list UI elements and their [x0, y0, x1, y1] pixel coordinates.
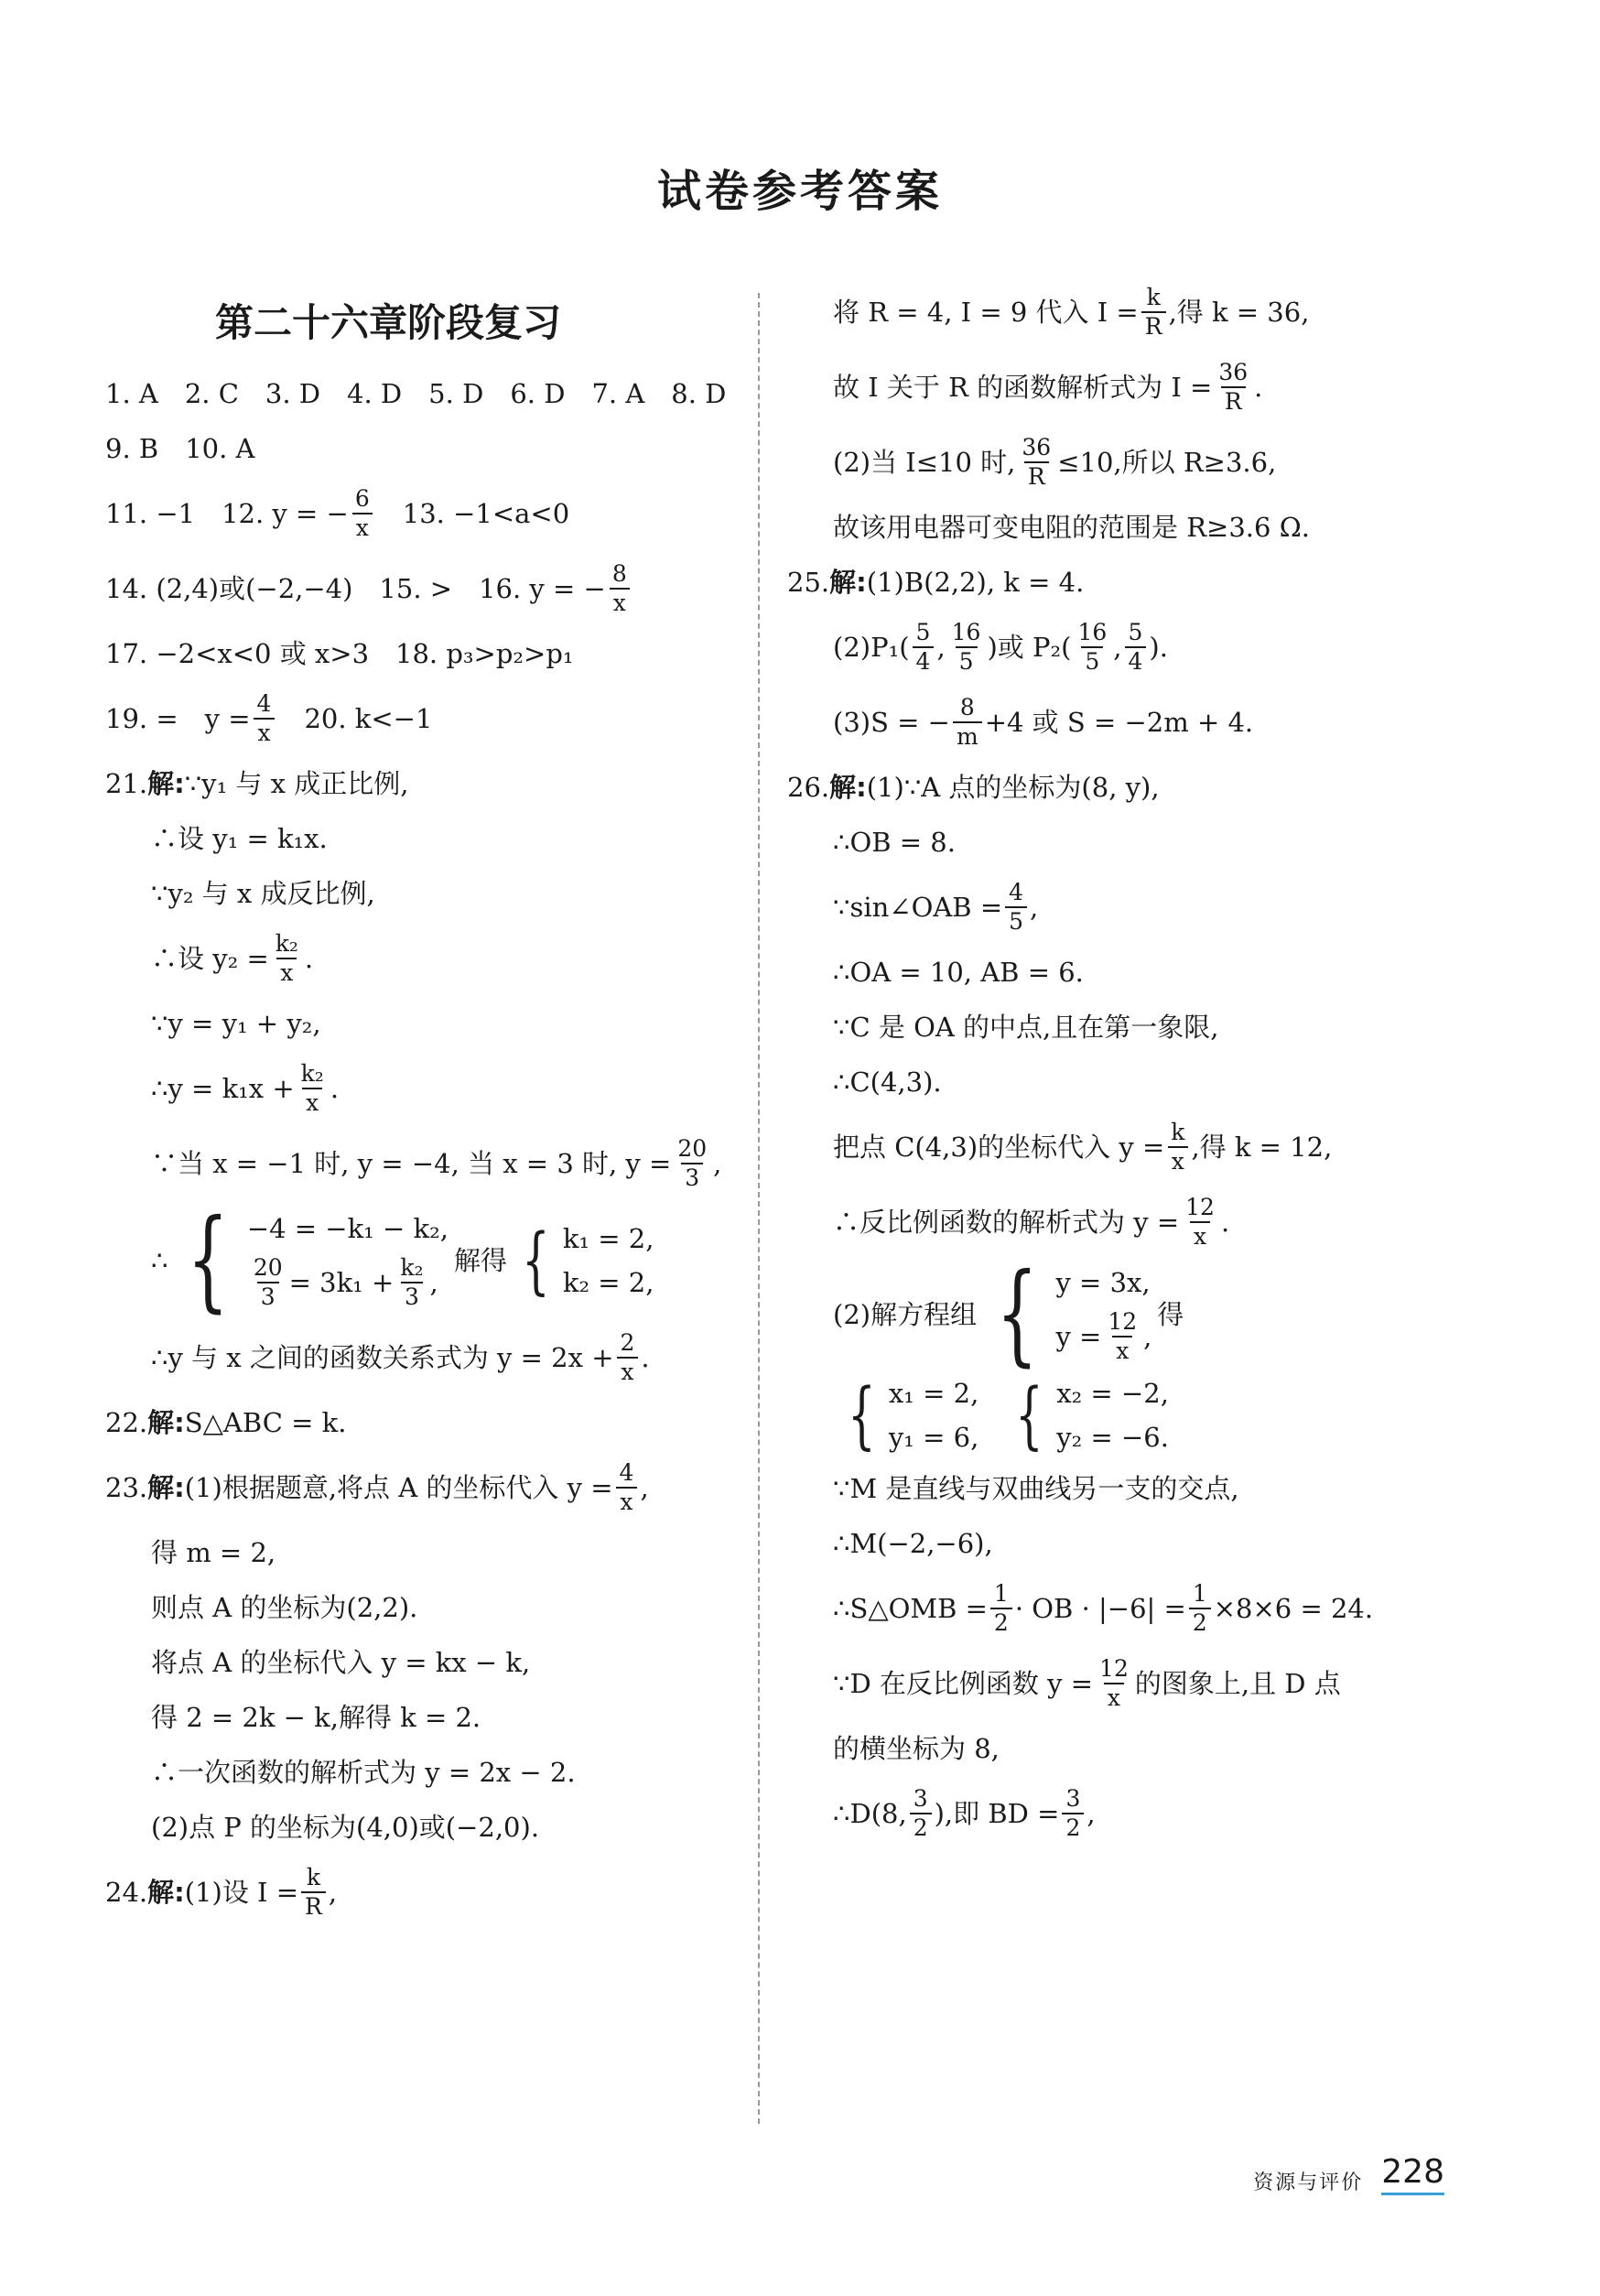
answer-line: (2)解方程组 { y = 3x, y = $\frac{12}{x}$ , 得 [833, 1251, 1184, 1378]
right-column [787, 275, 1483, 1851]
equation-system: { −4 = −k₁ − k₂, $\frac{20}{3}$ = 3k₁ + $\frac{\text{k₂}}{3}$ , [187, 1197, 449, 1324]
answer-line: 1. A 2. C 3. D 4. D 5. D 6. D 7. A 8. D [105, 378, 727, 409]
answer-line: 将点 A 的坐标代入 y = kx − k, [151, 1647, 531, 1678]
answer-line: 得 2 = 2k − k,解得 k = 2. [151, 1702, 481, 1733]
answer-line: 故 I 关于 R 的函数解析式为 I = $\frac{36}{R}$ . [833, 359, 1263, 415]
answer-line: 9. B 10. A [105, 433, 255, 464]
answer-line: ∴y = k₁x + $\frac{\text{k₂}}{x}$ . [151, 1060, 340, 1116]
answer-line: (2)P₁( $\frac{5}{4}$ , $\frac{16}{5}$ )或 P₂( $\frac{16}{5}$ , $\frac{5}{4}$ ). [833, 619, 1168, 675]
page-footer [1253, 2153, 1444, 2195]
answer-line: ∴S△OMB = $\frac{1}{2}$ · OB · |−6| = $\frac{1}{2}$ ×8×6 = 24. [833, 1580, 1374, 1636]
page-title: 试卷参考答案 [656, 166, 943, 217]
fraction: $\frac{2}{x}$ [617, 1329, 639, 1386]
answer-line: 把点 C(4,3)的坐标代入 y = $\frac{k}{x}$ ,得 k = 12, [833, 1119, 1333, 1175]
fraction: $\frac{20}{3}$ [677, 1135, 708, 1191]
answer-line: ∵C 是 OA 的中点,且在第一象限, [833, 1012, 1219, 1043]
answer-line: 11. −1 12. y = − $\frac{6}{x}$ 13. −1<a<0 [105, 485, 570, 541]
fraction: $\frac{36}{R}$ [1022, 434, 1052, 490]
answer-line: (2)点 P 的坐标为(4,0)或(−2,0). [151, 1812, 540, 1843]
answer-line: ∵D 在反比例函数 y = $\frac{12}{x}$ 的图象上,且 D 点 [833, 1655, 1341, 1711]
equation-system: { y = 3x, y = $\frac{12}{x}$ , [996, 1251, 1152, 1378]
equation-system: { x₁ = 2, y₁ = 6, [848, 1372, 979, 1457]
column-divider [758, 293, 760, 2124]
answer-line: ∵当 x = −1 时, y = −4, 当 x = 3 时, y = $\frac{20}{3}$ , [151, 1135, 722, 1191]
fraction: $\frac{12}{x}$ [1185, 1194, 1215, 1250]
answer-line: 25. 解: (1)B(2,2), k = 4. [787, 567, 1085, 598]
equation-system: { x₂ = −2, y₂ = −6. [1015, 1372, 1169, 1457]
fraction: $\frac{\text{k₂}}{3}$ [400, 1254, 424, 1310]
fraction: $\frac{5}{4}$ [1125, 619, 1147, 676]
answer-line: ∵y = y₁ + y₂, [151, 1008, 321, 1039]
answer-line: 23. 解: (1)根据题意,将点 A 的坐标代入 y = $\frac{4}{x}$ , [105, 1459, 649, 1515]
fraction: $\frac{16}{5}$ [1077, 619, 1108, 675]
fraction: $\frac{4}{x}$ [616, 1459, 638, 1516]
answer-line: ∵y₂ 与 x 成反比例, [151, 878, 375, 909]
answer-line: 24. 解: (1)设 I = $\frac{k}{R}$ , [105, 1864, 338, 1920]
fraction: $\frac{5}{4}$ [913, 619, 935, 676]
fraction: $\frac{k}{R}$ [1141, 284, 1166, 341]
fraction: $\frac{4}{x}$ [254, 690, 276, 747]
fraction: $\frac{1}{2}$ [990, 1580, 1012, 1637]
answer-line: ∴OA = 10, AB = 6. [833, 957, 1084, 988]
fraction: $\frac{12}{x}$ [1108, 1308, 1138, 1364]
answer-line: 将 R = 4, I = 9 代入 I = $\frac{k}{R}$ ,得 k = 36, [833, 284, 1310, 340]
answer-line: ∵M 是直线与双曲线另一支的交点, [833, 1473, 1239, 1504]
answer-line: 则点 A 的坐标为(2,2). [151, 1592, 418, 1623]
answer-line: ∴反比例函数的解析式为 y = $\frac{12}{x}$ . [833, 1194, 1230, 1250]
answer-line: ∴y 与 x 之间的函数关系式为 y = 2x + $\frac{2}{x}$ . [151, 1329, 650, 1385]
answer-line: (3)S = − $\frac{8}{m}$ +4 或 S = −2m + 4. [833, 694, 1254, 750]
left-column [105, 275, 746, 1930]
answer-line: ∵sin∠OAB = $\frac{4}{5}$ , [833, 879, 1039, 935]
fraction: $\frac{\text{k₂}}{x}$ [300, 1060, 324, 1116]
fraction: $\frac{\text{k₂}}{x}$ [275, 930, 298, 986]
answer-line: ∴设 y₂ = $\frac{\text{k₂}}{x}$ . [151, 930, 314, 986]
answer-line: 故该用电器可变电阻的范围是 R≥3.6 Ω. [833, 512, 1310, 543]
fraction: $\frac{3}{2}$ [1062, 1785, 1084, 1842]
answer-line: ∴OB = 8. [833, 827, 956, 858]
fraction: $\frac{1}{2}$ [1189, 1580, 1211, 1637]
answer-line: ∴D(8, $\frac{3}{2}$ ),即 BD = $\frac{3}{2}$ , [833, 1785, 1096, 1841]
fraction: $\frac{6}{x}$ [351, 485, 373, 542]
page-number: 228 [1381, 2153, 1444, 2195]
answer-line: 21. 解: ∵y₁ 与 x 成正比例, [105, 768, 409, 799]
answer-line: 17. −2<x<0 或 x>3 18. p₃>p₂>p₁ [105, 638, 574, 669]
answer-line: 得 m = 2, [151, 1537, 276, 1568]
fraction: $\frac{3}{2}$ [910, 1785, 932, 1842]
fraction: $\frac{k}{R}$ [301, 1864, 326, 1921]
fraction: $\frac{4}{5}$ [1005, 879, 1027, 936]
fraction: $\frac{12}{x}$ [1099, 1655, 1129, 1711]
answer-line: ∴一次函数的解析式为 y = 2x − 2. [151, 1757, 576, 1788]
answer-line: ∴ { −4 = −k₁ − k₂, $\frac{20}{3}$ = 3k₁ + $\frac{\text{k₂}}{3}$ , 解得 { k₁ = 2, k₂ = 2, [151, 1197, 654, 1324]
fraction: $\frac{k}{x}$ [1167, 1119, 1188, 1175]
answer-line: (2)当 I≤10 时, $\frac{36}{R}$ ≤10,所以 R≥3.6, [833, 434, 1277, 490]
answer-line: 22. 解: S△ABC = k. [105, 1407, 347, 1438]
fraction: $\frac{8}{x}$ [609, 560, 631, 617]
answer-line: 的横坐标为 8, [833, 1733, 1000, 1764]
answer-line: 19. = y = $\frac{4}{x}$ 20. k<−1 [105, 690, 433, 746]
chapter-title: 第二十六章阶段复习 [215, 300, 562, 345]
footer-label: 资源与评价 [1253, 2171, 1364, 2194]
equation-system: { k₁ = 2, k₂ = 2, [522, 1218, 654, 1303]
answer-line [787, 1370, 1483, 1461]
fraction: $\frac{8}{m}$ [953, 694, 982, 751]
answer-line: ∴C(4,3). [833, 1067, 942, 1098]
answer-line: ∴M(−2,−6), [833, 1528, 993, 1559]
answer-line: 14. (2,4)或(−2,−4) 15. > 16. y = − $\frac{8}{x}$ [105, 551, 746, 626]
fraction: $\frac{20}{3}$ [253, 1254, 283, 1310]
fraction: $\frac{16}{5}$ [951, 619, 981, 675]
answer-line: 26. 解: (1)∵A 点的坐标为(8, y), [787, 772, 1160, 803]
answer-line: ∴设 y₁ = k₁x. [151, 823, 328, 854]
fraction: $\frac{36}{R}$ [1218, 359, 1249, 415]
